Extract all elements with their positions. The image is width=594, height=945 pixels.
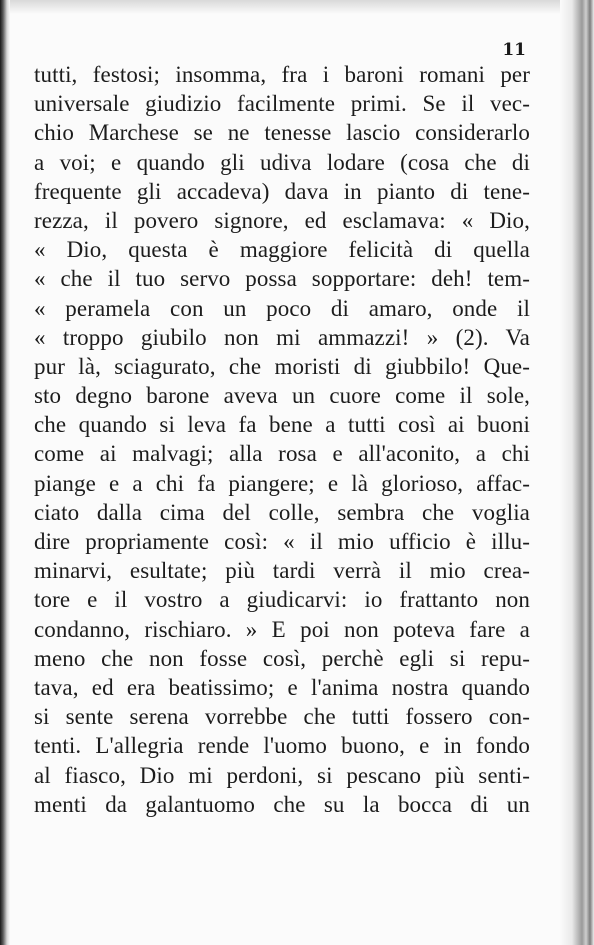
text-line: tenti. L'allegria rende l'uomo buono, e in fondo: [34, 733, 530, 759]
page-number: 11: [502, 40, 526, 60]
text-line: tutti, festosi; insomma, fra i baroni romani per: [34, 62, 530, 87]
binding-gutter: [560, 0, 594, 945]
text-line: sto degno barone aveva un cuore come il sole,: [34, 383, 530, 409]
text-line: menti da galantuomo che su la bocca di un: [34, 791, 530, 817]
text-line: « Dio, questa è maggiore felicità di quella: [34, 237, 530, 263]
text-line: « troppo giubilo non mi ammazzi! » (2). Va: [34, 324, 530, 350]
text-line: a voi; e quando gli udiva lodare (cosa che di: [34, 149, 530, 175]
text-line: al fiasco, Dio mi perdoni, si pescano più senti-: [34, 762, 530, 788]
text-line: condanno, rischiaro. » E poi non poteva fare a: [34, 616, 530, 642]
text-line: dire propriamente così: « il mio ufficio è illu-: [34, 529, 530, 554]
text-line: tore e il vostro a giudicarvi: io frattanto non: [34, 587, 530, 613]
text-line: meno che non fosse così, perchè egli si repu-: [34, 645, 530, 671]
text-line: tava, ed era beatissimo; e l'anima nostra quando: [34, 674, 530, 700]
text-line: pur là, sciagurato, che moristi di giubbilo! Que-: [34, 353, 530, 379]
body-text: [34, 60, 530, 819]
text-line: si sente serena vorrebbe che tutti fossero con-: [34, 704, 530, 730]
text-line: ciato dalla cima del colle, sembra che voglia: [34, 499, 530, 525]
text-line: come ai malvagi; alla rosa e all'aconito, a chi: [34, 441, 530, 467]
text-line: che quando si leva fa bene a tutti così ai buoni: [34, 412, 530, 438]
text-line: « peramela con un poco di amaro, onde il: [34, 295, 530, 321]
text-line: frequente gli accadeva) dava in pianto di tene-: [34, 178, 530, 204]
text-line: « che il tuo servo possa sopportare: deh! tem-: [34, 266, 530, 292]
left-page-edge: [0, 0, 10, 945]
text-line: universale giudizio facilmente primi. Se il vec-: [34, 91, 530, 117]
top-shadow: [0, 0, 594, 14]
text-line: piange e a chi fa piangere; e là glorioso, affac-: [34, 470, 530, 496]
text-line: rezza, il povero signore, ed esclamava: « Dio,: [34, 207, 530, 233]
text-line: minarvi, esultate; più tardi verrà il mio crea-: [34, 558, 530, 584]
text-line: chio Marchese se ne tenesse lascio considerarlo: [34, 120, 530, 146]
